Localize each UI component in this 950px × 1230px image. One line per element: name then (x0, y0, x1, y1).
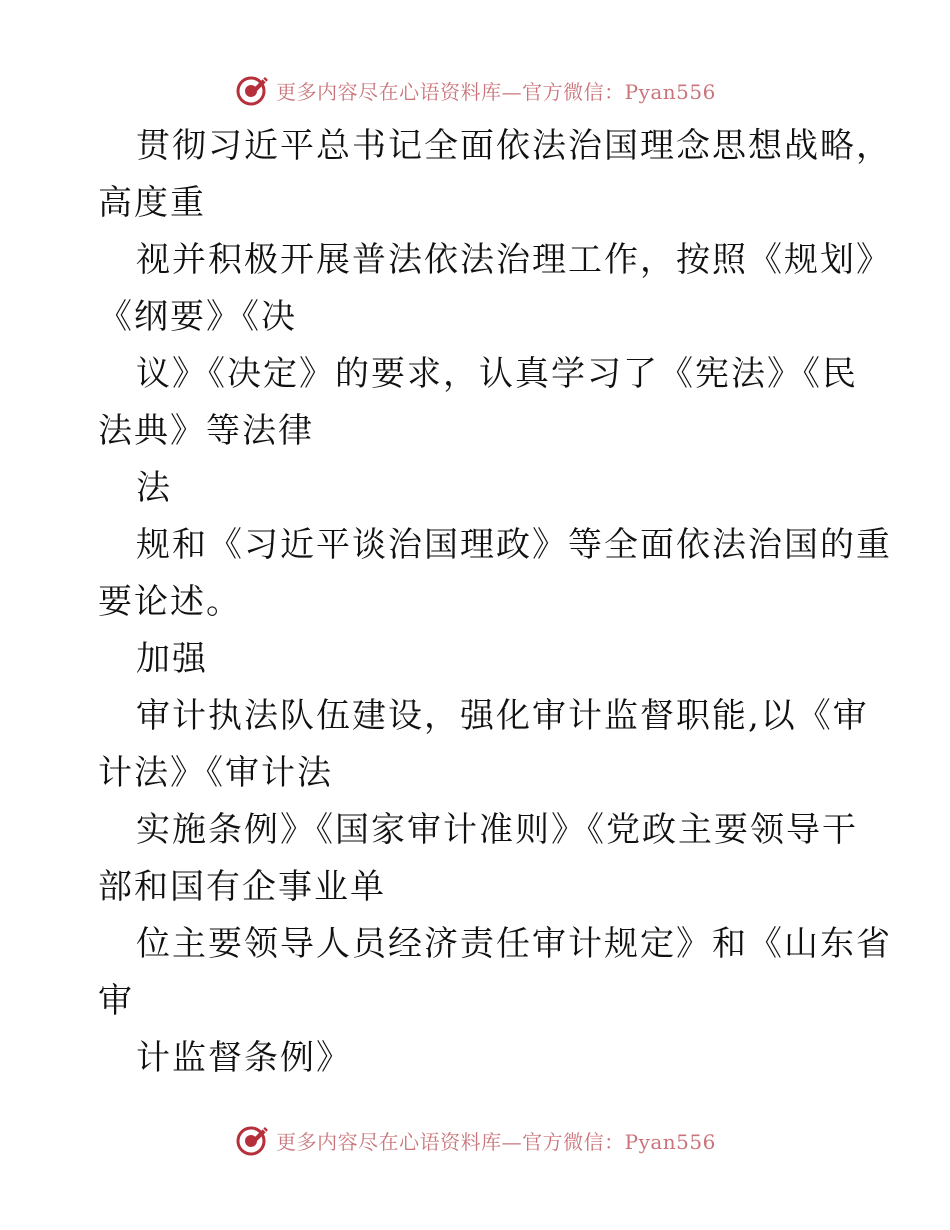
pen-logo-icon (234, 1122, 270, 1158)
text-line: 加强 (136, 639, 208, 679)
header-banner (0, 70, 950, 110)
text-line: 计法》《审计法 (98, 753, 333, 793)
text-line: 议》《决定》的要求，认真学习了《宪法》《民 (136, 354, 858, 394)
text-line: 计监督条例》 (136, 1038, 352, 1078)
text-line: 审 (98, 981, 134, 1021)
text-line: 贯彻习近平总书记全面依法治国理念思想战略， (136, 126, 892, 166)
header-banner-text: 更多内容尽在心语资料库—官方微信：Pyan556 (276, 79, 716, 104)
text-line: 视并积极开展普法依法治理工作，按照《规划》 (136, 240, 892, 280)
text-line: 规和《习近平谈治国理政》等全面依法治国的重 (136, 525, 892, 565)
document-body (98, 118, 892, 1087)
text-line: 法 (136, 468, 172, 508)
footer-banner-text: 更多内容尽在心语资料库—官方微信：Pyan556 (276, 1129, 716, 1154)
text-line: 《纲要》《决 (98, 297, 297, 337)
text-line: 实施条例》《国家审计准则》《党政主要领导干 (136, 810, 858, 850)
text-line: 法典》等法律 (98, 411, 314, 451)
text-line: 高度重 (98, 183, 206, 223)
text-line: 位主要领导人员经济责任审计规定》和《山东省 (136, 924, 892, 964)
text-line: 要论述。 (98, 582, 242, 622)
footer-banner (0, 1120, 950, 1160)
text-line: 部和国有企事业单 (98, 867, 386, 907)
pen-logo-icon (234, 72, 270, 108)
text-line: 审计执法队伍建设，强化审计监督职能,以《审 (136, 696, 869, 736)
